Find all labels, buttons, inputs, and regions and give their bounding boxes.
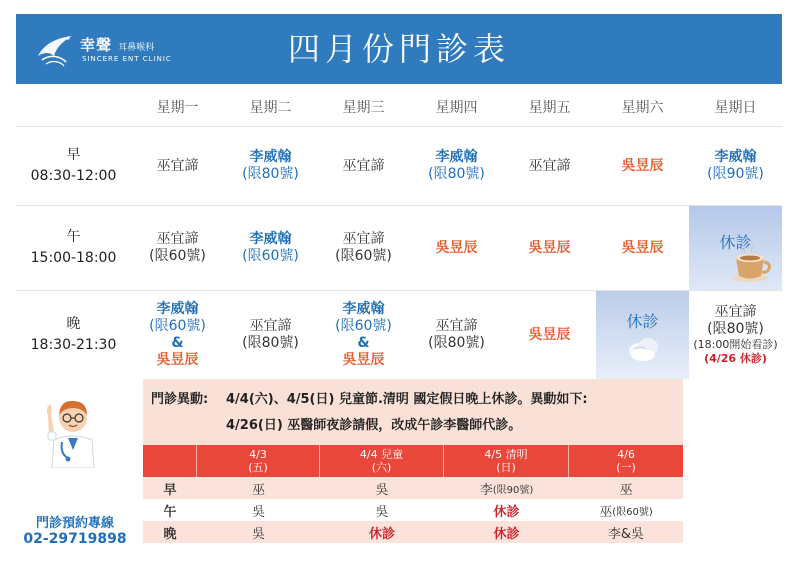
coffee-cup-icon [730, 244, 772, 284]
change-cell: 吳 [251, 526, 265, 542]
booking-hotline-number[interactable]: 02-29719898 [23, 531, 127, 547]
change-cell [444, 477, 569, 499]
session-hours: 08:30-12:00 [30, 168, 117, 184]
doctor-name: 李威翰 [156, 301, 199, 317]
doctor-name-2: 吳昱辰 [342, 352, 385, 368]
slot-label: 早 [163, 482, 177, 498]
doctor-name: 巫宜諦 [342, 231, 385, 247]
session-name: 晚 [66, 316, 81, 332]
session-name: 早 [66, 147, 81, 163]
doctor-name: 巫宜諦 [156, 231, 199, 247]
session-time-cell [16, 206, 131, 290]
change-cell: 吳 [375, 482, 389, 498]
schedule-change-notice [143, 379, 683, 445]
schedule-cell [503, 206, 596, 290]
page-title: 四月份門診表 [287, 30, 510, 68]
morning-session-row [16, 127, 782, 206]
logo-english-name: SINCERE ENT CLINIC [82, 55, 172, 63]
weekly-schedule-table [16, 91, 782, 379]
doctor-name: 李威翰 [342, 301, 385, 317]
schedule-cell [596, 127, 689, 205]
patient-limit: (限60號) [149, 248, 206, 264]
schedule-cell [224, 291, 317, 379]
patient-limit: (限90號) [492, 484, 534, 496]
schedule-cell [410, 127, 503, 205]
schedule-cell [224, 127, 317, 205]
schedule-cell [131, 127, 224, 205]
patient-limit: (限60號) [335, 318, 392, 334]
corner-cell [16, 91, 131, 126]
weekday-header: 星期三 [342, 100, 385, 116]
doctor-name: 巫宜諦 [714, 304, 757, 320]
weekday-label: (日) [496, 461, 516, 474]
change-cell: 吳 [375, 504, 389, 520]
weekday-label: (五) [248, 461, 268, 474]
notice-title: 門診異動: [151, 392, 209, 407]
patient-limit: (限80號) [242, 166, 299, 182]
notice-line-2: 4/26(日) 巫醫師夜診請假，改成午診李醫師代診。 [226, 418, 522, 433]
patient-limit: (限60號) [242, 248, 299, 264]
change-cell: 巫 [619, 482, 633, 498]
weekday-header: 星期四 [435, 100, 478, 116]
schedule-cell [503, 127, 596, 205]
schedule-cell [596, 206, 689, 290]
change-row-morning [143, 477, 683, 499]
schedule-cell [689, 291, 782, 379]
doctor-name: 李威翰 [435, 149, 478, 165]
session-hours: 15:00-18:00 [30, 250, 117, 266]
logo-department: 耳鼻喉科 [118, 43, 155, 53]
change-row-afternoon [143, 499, 683, 521]
afternoon-session-row [16, 206, 782, 291]
change-cell [569, 499, 683, 521]
date-header [320, 445, 444, 477]
session-time-cell [16, 127, 131, 205]
change-cell: 巫 [251, 482, 265, 498]
session-time-cell [16, 291, 131, 379]
date-label: 4/4 兒童 [359, 448, 404, 461]
doctor-name: 吳昱辰 [528, 239, 571, 256]
date-header [569, 445, 683, 477]
patient-limit: (限60號) [612, 506, 653, 518]
schedule-cell [503, 291, 596, 379]
doctor-name: 李威翰 [249, 231, 292, 247]
doctor-name: 李威翰 [249, 149, 292, 165]
schedule-cell [131, 291, 224, 379]
patient-limit: (限90號) [707, 166, 764, 182]
schedule-cell [317, 206, 410, 290]
weekday-label: (六) [371, 461, 392, 474]
closed-cell [689, 206, 782, 290]
weekday-label: (一) [616, 461, 636, 474]
change-cell: 吳 [251, 504, 265, 520]
closed-date-note: (4/26 休診) [704, 352, 767, 365]
doctor-name: 吳昱辰 [528, 326, 571, 343]
patient-limit: (限80號) [707, 321, 764, 337]
weekday-header: 星期日 [714, 100, 757, 116]
doctor-name: 巫宜諦 [156, 157, 199, 174]
change-cell: 李&吳 [607, 526, 645, 542]
ampersand: & [357, 335, 370, 351]
doctor-name: 巫宜諦 [528, 157, 571, 174]
date-label: 4/3 [249, 448, 267, 461]
doctor-illustration-icon [38, 388, 108, 468]
closed-label: 休診 [626, 312, 659, 331]
weekday-header-row [16, 91, 782, 127]
change-cell-closed: 休診 [493, 504, 520, 520]
patient-limit: (限60號) [335, 248, 392, 264]
closed-cell [596, 291, 689, 379]
slot-label: 晚 [163, 526, 177, 542]
date-label: 4/6 [617, 448, 635, 461]
doctor-name: 吳昱辰 [621, 157, 664, 174]
doctor-name: 巫宜諦 [249, 318, 292, 334]
schedule-cell [689, 127, 782, 205]
ampersand: & [171, 335, 184, 351]
closed-label: 休診 [719, 233, 752, 252]
slot-header [143, 445, 197, 477]
doctor-name: 李威翰 [714, 149, 757, 165]
doctor-initial: 巫 [599, 504, 613, 520]
evening-session-row [16, 291, 782, 379]
booking-hotline-label: 門診預約專線 [35, 516, 114, 531]
schedule-cell [224, 206, 317, 290]
change-cell-closed: 休診 [493, 526, 520, 542]
schedule-cell [410, 206, 503, 290]
schedule-cell [317, 127, 410, 205]
doctor-name-2: 吳昱辰 [156, 352, 199, 368]
doctor-name: 巫宜諦 [435, 318, 478, 334]
patient-limit: (限80號) [428, 335, 485, 351]
session-name: 午 [66, 229, 81, 245]
schedule-cell [131, 206, 224, 290]
doctor-name: 巫宜諦 [342, 157, 385, 174]
weekday-header: 星期二 [249, 100, 292, 116]
change-table-header [143, 445, 683, 477]
weekday-header: 星期一 [156, 100, 199, 116]
weekday-header: 星期五 [528, 100, 571, 116]
patient-limit: (限80號) [242, 335, 299, 351]
date-label: 4/5 清明 [484, 448, 528, 461]
schedule-cell [410, 291, 503, 379]
logo-chinese-name: 幸聲 耳鼻喉科 [80, 36, 155, 54]
patient-limit: (限80號) [428, 166, 485, 182]
start-time-note: (18:00開始看診) [693, 338, 778, 351]
doctor-name: 吳昱辰 [435, 239, 478, 256]
change-row-evening [143, 521, 683, 543]
change-cell-closed: 休診 [368, 526, 395, 542]
session-hours: 18:30-21:30 [30, 337, 117, 353]
patient-limit: (限60號) [149, 318, 206, 334]
header-banner [16, 14, 782, 84]
notice-line-1: 4/4(六)、4/5(日) 兒童節.清明 國定假日晚上休診。異動如下: [226, 392, 588, 407]
doctor-initial: 李 [479, 482, 493, 498]
cotton-puff-icon [626, 333, 660, 363]
date-header [197, 445, 320, 477]
holiday-change-table [143, 445, 683, 543]
date-header [444, 445, 569, 477]
slot-label: 午 [163, 504, 177, 520]
doctor-name: 吳昱辰 [621, 239, 664, 256]
schedule-cell [317, 291, 410, 379]
weekday-header: 星期六 [621, 100, 664, 116]
